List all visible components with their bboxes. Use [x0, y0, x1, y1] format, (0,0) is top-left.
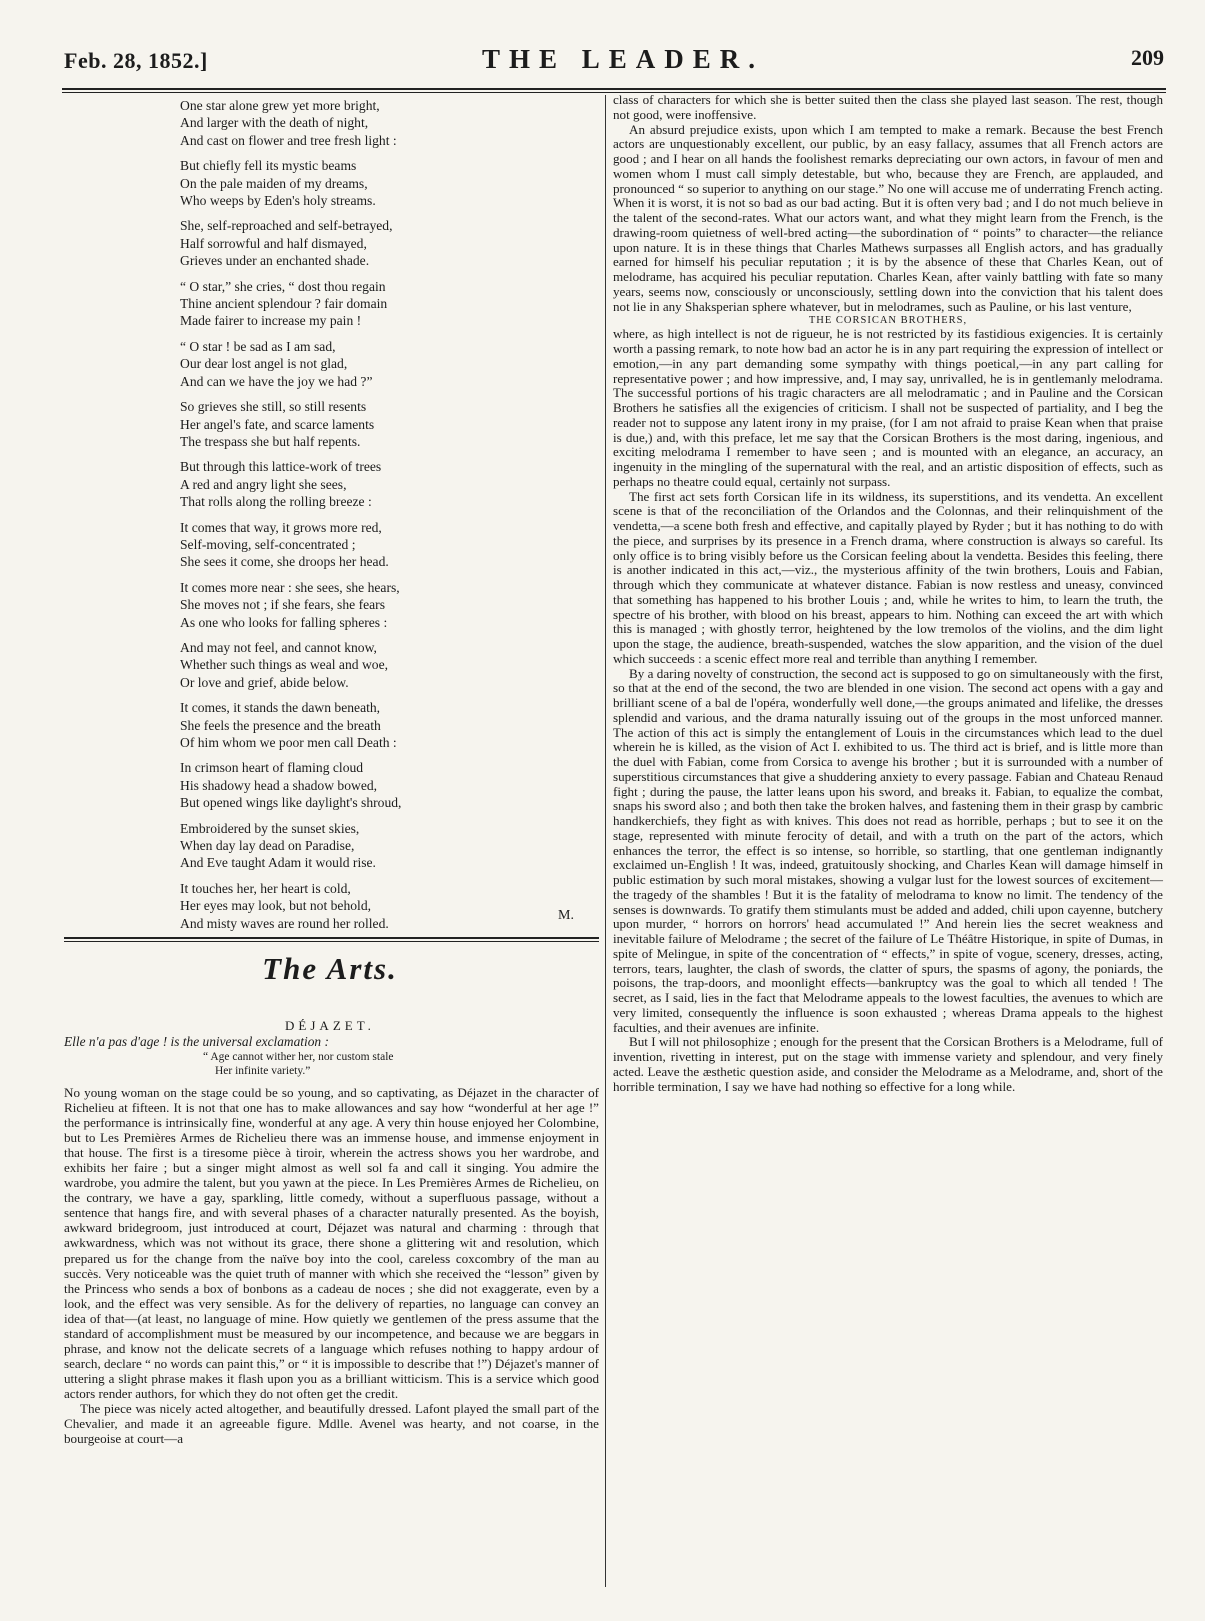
paragraph: where, as high intellect is not de rigueur, he is not restricted by its fastidious exigencies. It is certainly worth a passing remark, to note how bad an actor he is in any part requiring the expression of intellect or emotion,—in any part demanding some sympathy with things poetical,—in any part calling for representative power ; and how impressive, and, I may say, unrivalled, he is in gentlemanly melodrama. The successful portions of his tragic characters are all melodramatic ; and in Pauline and the Corsican Brothers he satisfies all the exigencies of criticism. I shall not be suspected of partiality, and I beg the reader not to suppose any latent irony in my praise, (for I am not afraid to praise Kean when that praise is due,) and, with this preface, let me say that the Corsican Brothers is the most daring, ingenious, and exciting melodrama I remember to have seen ; and is mounted with an elegance, an accuracy, an ingenuity in the mingling of the supernatural with the real, and an artistic disposition of effects, such as perhaps no theatre could equal, certainly not surpass. [613, 326, 1163, 489]
poem-line: And Eve taught Adam it would rise. [180, 855, 376, 871]
poem-line: But chiefly fell its mystic beams [180, 158, 357, 174]
stanza [180, 699, 590, 751]
stanza [180, 579, 590, 631]
poem-line: Her angel's fate, and scarce laments [180, 416, 375, 432]
paragraph: But I will not philosophize ; enough for the present that the Corsican Brothers is a Melodrame, full of invention, rivetting in interest, put on the stage with immense variety and splendour, and very finely acted. Leave the æsthetic question aside, and consider the Melodrame as a Melodrame, and, short of the horrible termination, I say we have had nothing so effective for a long while. [613, 1034, 1163, 1094]
poem-line: Thine ancient splendour ? fair domain [180, 296, 388, 312]
header-rule [62, 88, 1166, 90]
stanza [180, 338, 590, 390]
poem-line: In crimson heart of flaming cloud [180, 760, 364, 776]
epigraph-text: Elle n'a pas d'age ! is the universal exclamation : [64, 1034, 329, 1049]
poem-line: It comes, it stands the dawn beneath, [180, 700, 381, 716]
poem-line: “ O star,” she cries, “ dost thou regain [180, 278, 386, 294]
column-divider [605, 95, 606, 1587]
poem-line: That rolls along the rolling breeze : [180, 494, 372, 510]
poem-line: A red and angry light she sees, [180, 476, 347, 492]
poem-signoff: M. [558, 908, 574, 923]
poem-line: When day lay dead on Paradise, [180, 838, 355, 854]
poem [180, 97, 590, 940]
subheading: THE CORSICAN BROTHERS, [808, 315, 968, 327]
poem-line: Embroidered by the sunset skies, [180, 820, 360, 836]
poem-line: Self-moving, self-concentrated ; [180, 536, 356, 552]
epigraph-quote [203, 1051, 394, 1078]
section-title: The Arts. [262, 951, 398, 986]
article-title: DÉJAZET. [285, 1018, 375, 1033]
poem-line: She, self-reproached and self-betrayed, [180, 218, 393, 234]
stanza [180, 759, 590, 811]
quote-line: “ Age cannot wither her, nor custom stale [203, 1051, 394, 1063]
poem-line: Half sorrowful and half dismayed, [180, 235, 367, 251]
poem-line: Of him whom we poor men call Death : [180, 735, 397, 750]
quote-line: Her infinite variety.” [215, 1064, 311, 1077]
poem-line: “ O star ! be sad as I am sad, [180, 338, 336, 354]
stanza [180, 398, 590, 450]
left-article-body [64, 1085, 599, 1446]
poem-line: Her eyes may look, but not behold, [180, 898, 372, 914]
poem-line: On the pale maiden of my dreams, [180, 175, 368, 191]
poem-line: As one who looks for falling spheres : [180, 614, 388, 630]
stanza [180, 97, 590, 149]
poem-line: It comes that way, it grows more red, [180, 519, 382, 535]
poem-line: The trespass she but half repents. [180, 433, 361, 449]
stanza [180, 217, 590, 269]
poem-line: And larger with the death of night, [180, 115, 369, 131]
section-rule [64, 937, 599, 939]
poem-line: Grieves under an enchanted shade. [180, 253, 370, 269]
newspaper-title: THE LEADER. [482, 44, 765, 74]
stanza [180, 157, 590, 209]
poem-line: Or love and grief, abide below. [180, 674, 349, 690]
poem-line: His shadowy head a shadow bowed, [180, 777, 378, 793]
page-header [62, 42, 1172, 82]
stanza [180, 458, 590, 510]
section-rule-thin [64, 941, 599, 942]
paragraph: By a daring novelty of construction, the second act is supposed to go on simultaneously with the first, so that at the end of the second, the two are blended in one vision. The second act opens with a gay and brilliant scene of a bal de l'opéra, wonderfully well done,—the groups animated and lifelike, the dresses splendid and various, and the drama naturally issuing out of the groups in the most unforced manner. The action of this act is simply the entanglement of Louis in the circumstances which lead to the duel wherein he is killed, as the vision of Act I. exhibited to us. The third act is brief, and is little more than the duel with Fabian, come from Corsica to avenge his brother ; but it is surrounded with a number of superstitious circumstances that give a shuddering anxiety to every passage. Fabian and Chateau Renaud fight ; during the pause, the latter leans upon his sword, and breaks it. Fabian, to equalize the combat, snaps his sword also ; and both then take the broken halves, and fastening them in their grasp by cambric handkerchiefs, they fight as with knives. This does not read as horrible, perhaps ; but to see it on the stage, represented with minute ferocity of detail, and with a truth on the part of the actors, which enhances the terror, the effect is so intense, so horrible, so startling, that one gentleman indignantly exclaimed un-English ! It was, indeed, gratuitously shocking, and Charles Kean will damage himself in public estimation by such moral mistakes, showing a vulgar lust for the lowest sources of excitement—the tragedy of the shambles ! But it is the fatality of melodrama to know no limit. The tendency of the senses is downwards. To gratify them stimulants must be added and added, chili upon cayenne, butchery upon murder, “ horrors on horrors' head accumulated !” And herein lies the secret weakness and inevitable failure of Melodrame ; the secret of the failure of Le Théâtre Historique, in spite of Dumas, in spite of Melingue, in spite of the concentration of “ effects,” in spite of vogue, scenery, dresses, acting, terrors, tears, laughter, the clash of swords, the clatter of spurs, the spasms of agony, the poniards, the poisons, the trap-doors, and moonlight effects—bankruptcy was the goal to which all tended ! The secret, as I said, lies in the fact that Melodrame appeals to the lowest faculties, the avenues to which are very limited, consequently the influence is soon exhausted ; whereas Drama appeals to the highest faculties, and their avenues are infinite. [613, 665, 1163, 1035]
poem-line: She sees it come, she droops her head. [180, 554, 389, 570]
poem-line: Our dear lost angel is not glad, [180, 356, 348, 372]
poem-line: She feels the presence and the breath [180, 717, 381, 733]
poem-line: And cast on flower and tree fresh light : [180, 132, 397, 148]
poem-line: One star alone grew yet more bright, [180, 98, 380, 113]
issue-date: Feb. 28, 1852.] [64, 48, 208, 73]
poem-line: And can we have the joy we had ?” [180, 373, 373, 389]
paragraph: No young woman on the stage could be so young, and so captivating, as Déjazet in the character of Richelieu at fifteen. It is not that one has to make allowances and say how “wonderful at her age !” the performance is intrinsically fine, wonderful at any age. A very thin house enjoyed her Colombine, but to Les Premières Armes de Richelieu there was an immense house, and immense enjoyment in that house. The first is a tiresome pièce à tiroir, wherein the actress shows you her wardrobe, and exhibits her faire ; but a singer might almost as well sol fa and call it singing. You admire the wardrobe, you admire the talent, but you yawn at the piece. In Les Premières Armes de Richelieu, on the contrary, we have a gay, sparkling, little comedy, without a superfluous passage, without a sentence that hangs fire, and with several phases of a character naturally presented. As the boyish, awkward bridegroom, just introduced at court, Déjazet was natural and charming : through that awkwardness, which was not without its grace, there shone a glittering wit and resolution, which prepared us for the change from the naïve boy into the cool, careless coxcombry of the man au succès. Very noticeable was the quiet truth of manner with which she received the “lesson” given by the Princess who sends a box of bonbons as a cadeau de noces ; she did not exaggerate, even by a look, and the effect was very sensible. As for the delivery of reparties, no language can convey an idea of that—(at least, no language of mine. How quietly we gentlemen of the press assume that the standard of accomplishment must be measured by our incompetence, and because we are beggars in phrase, and know not the delicate secrets of a language which refuses nothing to happy ardour of search, declare “ no words can paint this,” or “ it is impossible to describe that !”) Déjazet's manner of uttering a slight phrase makes it flash upon you as a brilliant witticism. This is a service which good actors render authors, for which they do not often get the credit. [64, 1085, 600, 1401]
stanza [180, 519, 590, 571]
poem-line: Whether such things as weal and woe, [180, 657, 388, 673]
poem-line: But through this lattice-work of trees [180, 459, 382, 475]
poem-line: It comes more near : she sees, she hears, [180, 579, 400, 595]
poem-line: And misty waves are round her rolled. [180, 915, 389, 931]
paragraph: The piece was nicely acted altogether, and beautifully dressed. Lafont played the small part of the Chevalier, and made it an agreeable figure. Mdlle. Avenel was hearty, and not coarse, in the bourgeoise at court—a [64, 1400, 599, 1447]
epigraph [64, 1034, 329, 1050]
poem-line: Made fairer to increase my pain ! [180, 313, 362, 329]
poem-line: But opened wings like daylight's shroud, [180, 795, 402, 811]
poem-line: Who weeps by Eden's holy streams. [180, 193, 376, 209]
stanza [180, 880, 590, 932]
poem-line: And may not feel, and cannot know, [180, 639, 377, 655]
poem-line: So grieves she still, so still resents [180, 399, 367, 415]
page-number: 209 [1131, 45, 1164, 70]
paragraph: class of characters for which she is better suited then the class she played last season. The rest, though not good, were inoffensive. [613, 92, 1163, 122]
right-article-body [613, 93, 1163, 1094]
paragraph: An absurd prejudice exists, upon which I am tempted to make a remark. Because the best French actors are unquestionably excellent, our public, by an easy fallacy, assumes that all French actors are good ; and I hear on all hands the foolishest remarks depreciating our own actors, in favour of men and women whom I must call simply detestable, but who, because they are French, are applauded, and pronounced “ so superior to anything on our stage.” No one will accuse me of underrating French acting. When it is worst, it is not so bad as our bad acting. But it is often very bad ; and I do not much believe in the talent of the second-rates. What our actors want, and what they might learn from the French, is the drawing-room quietness of well-bred acting—the subordination of “ points” to character—the reliance upon nature. It is in these things that Charles Mathews surpasses all English actors, and has gradually earned for himself his peculiar reputation ; it is by the absence of these that Charles Kean, out of melodrame, has acquired his peculiar reputation. Charles Kean, after vainly battling with fate so many years, seems now, consciously or unconsciously, settling down into the conviction that his talent does not lie in any Shaksperian sphere whatever, but in melodrames, such as Pauline, or his last venture, [613, 121, 1163, 314]
stanza [180, 820, 590, 872]
poem-line: She moves not ; if she fears, she fears [180, 597, 385, 613]
stanza [180, 278, 590, 330]
stanza [180, 639, 590, 691]
poem-line: It touches her, her heart is cold, [180, 880, 351, 896]
paragraph: The first act sets forth Corsican life in its wildness, its superstitions, and its vendetta. An excellent scene is that of the reconciliation of the Orlandos and the Colonnas, and their relinquishment of the vendetta,—a scene both fresh and effective, and capitally played by Ryder ; but it has nothing to do with the piece, and surprises by its presence in a French drama, where construction is always so careful. Its only office is to bring visibly before us the Corsican feeling about la vendetta. Besides this feeling, there is another indicated in this act,—viz., the mysterious affinity of the twin brothers, Louis and Fabian, through which they communicate at whatever distance. Fabian is now restless and uneasy, convinced that something has happened to his brother Louis ; and, while he writes to him, to learn the truth, the spectre of his brother, with blood on his breast, appears to him. Nothing can exceed the art with which this is managed ; with ghostly terror, heightened by the low tremolos of the violins, and the dim light upon the stage, the audience, breath-suspended, watches the slow apparition, and the vision of the duel which succeeds : a scenic effect more real and terrible than anything I remember. [613, 488, 1163, 666]
